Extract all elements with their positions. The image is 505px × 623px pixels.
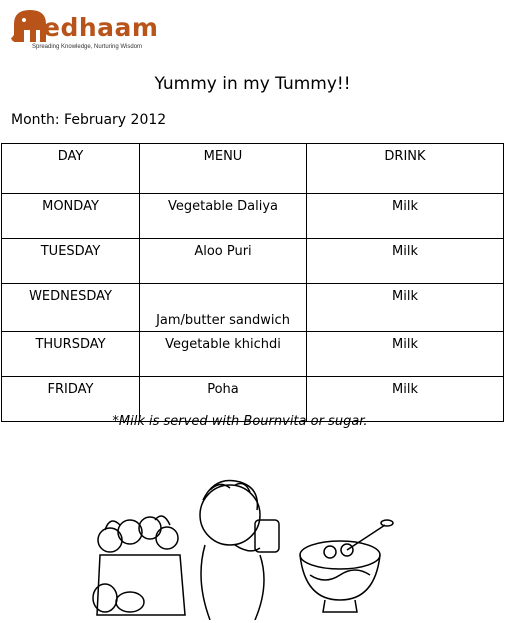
day-cell: MONDAY <box>2 194 140 239</box>
table-header-row <box>2 144 504 194</box>
drink-cell: Milk <box>307 332 504 377</box>
medhaam-logo <box>10 4 180 54</box>
logo-text: edhaam <box>43 13 159 42</box>
menu-cell: Aloo Puri <box>140 239 307 284</box>
table-row <box>2 239 504 284</box>
header-menu: MENU <box>140 144 307 194</box>
drink-cell: Milk <box>307 239 504 284</box>
header-day: DAY <box>2 144 140 194</box>
grocery-bag-icon <box>93 516 185 615</box>
menu-cell: Jam/butter sandwich <box>140 284 307 332</box>
logo-tagline: Spreading Knowledge, Nurturing Wisdom <box>32 44 143 50</box>
day-cell: WEDNESDAY <box>2 284 140 332</box>
menu-table <box>1 143 504 422</box>
day-cell: TUESDAY <box>2 239 140 284</box>
page-title: Yummy in my Tummy!! <box>154 74 351 94</box>
table-row <box>2 194 504 239</box>
header-drink: DRINK <box>307 144 504 194</box>
bowl-icon <box>300 520 393 612</box>
table-row <box>2 332 504 377</box>
month-label: Month: February 2012 <box>11 112 167 128</box>
drink-cell: Milk <box>307 194 504 239</box>
milk-note: *Milk is served with Bournvita or sugar. <box>112 414 368 429</box>
drink-cell: Milk <box>307 284 504 332</box>
table-row <box>2 284 504 332</box>
day-cell: FRIDAY <box>2 377 140 422</box>
child-drinking-icon <box>200 480 279 620</box>
menu-cell: Vegetable khichdi <box>140 332 307 377</box>
drink-cell: Milk <box>307 377 504 422</box>
menu-cell: Poha <box>140 377 307 422</box>
food-illustration <box>85 470 405 620</box>
day-cell: THURSDAY <box>2 332 140 377</box>
menu-cell: Vegetable Daliya <box>140 194 307 239</box>
